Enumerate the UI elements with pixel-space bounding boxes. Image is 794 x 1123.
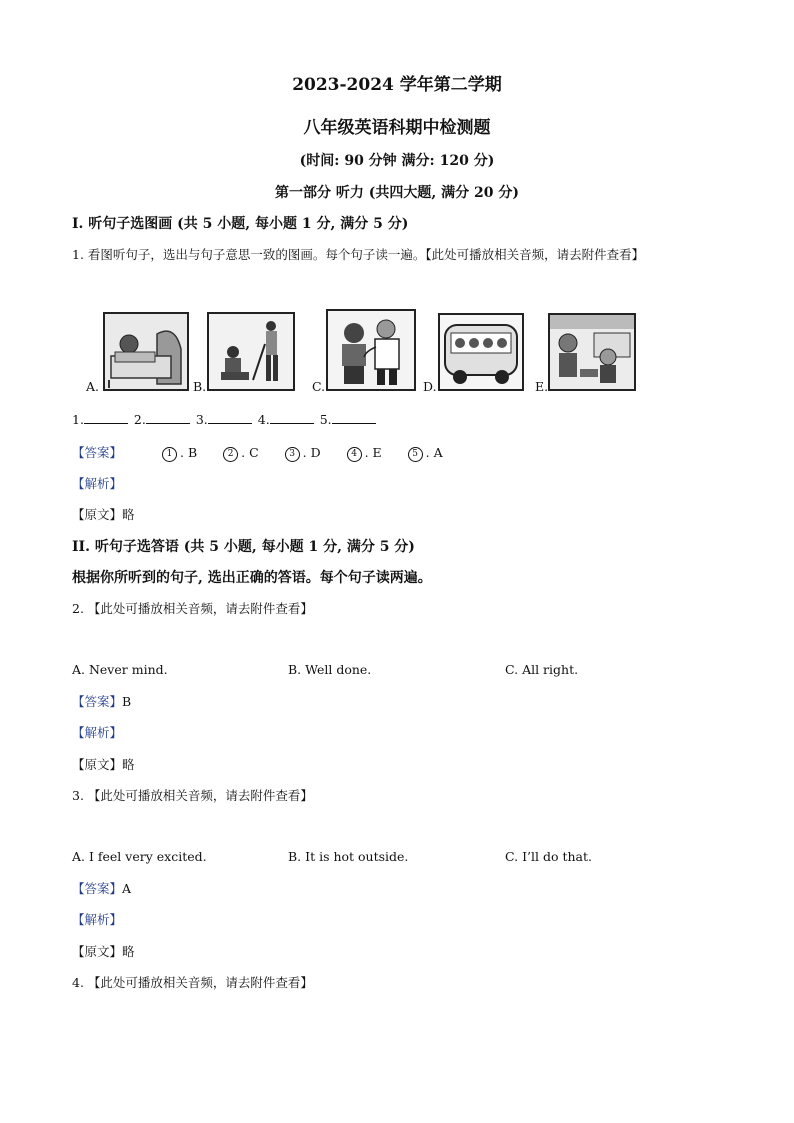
- answer-item-5: 5 . A: [408, 445, 443, 462]
- blank-4[interactable]: [270, 413, 314, 424]
- q3-original-val: 略: [122, 944, 135, 959]
- q2-option-a: A. Never mind.: [72, 662, 168, 677]
- q3-original-line: [72, 942, 135, 960]
- picture-d-label: D.: [423, 379, 437, 394]
- blank-3[interactable]: [208, 413, 252, 424]
- q2-analysis-tag: 【解析】: [72, 725, 123, 740]
- part-title: 第一部分 听力 (共四大题, 满分 20 分): [275, 185, 519, 201]
- blank-label-3: 3.: [195, 412, 208, 427]
- q1-analysis-tag: 【解析】: [72, 476, 123, 491]
- blank-5[interactable]: [332, 413, 376, 424]
- answer-item-1: 1 . B: [162, 445, 197, 462]
- picture-c-label: C.: [312, 379, 326, 394]
- doctor-icon: [326, 309, 416, 391]
- blank-label-1: 1.: [72, 412, 84, 427]
- q2-original-val: 略: [122, 757, 135, 772]
- q1-text: 1. 看图听句子，选出与句子意思一致的图画。每个句子读一遍。【此处可播放相关音频，请去附件查看】: [72, 247, 645, 262]
- q2-answer: B: [122, 694, 132, 709]
- exam-title: 八年级英语科期中检测题: [303, 118, 491, 138]
- shop-icon: [548, 313, 636, 391]
- year-term-title: 2023-2024 学年第二学期: [292, 75, 502, 95]
- blank-label-4: 4.: [257, 412, 270, 427]
- picture-e-label: E.: [535, 379, 549, 394]
- answer-item-3: 3 . D: [285, 445, 321, 462]
- bus-icon: [438, 313, 524, 391]
- q2-original-line: [72, 755, 135, 773]
- q3-original-tag: 【原文】: [72, 944, 123, 959]
- section2-title: II. 听句子选答语 (共 5 小题, 每小题 1 分, 满分 5 分): [72, 539, 415, 555]
- blank-label-5: 5.: [319, 412, 332, 427]
- picture-a-label: A.: [86, 379, 100, 394]
- q2-option-c: C. All right.: [505, 662, 579, 677]
- answer-item-4: 4 . E: [347, 445, 382, 462]
- blank-label-2: 2.: [133, 412, 146, 427]
- q3-answer: A: [122, 881, 132, 896]
- circled-number-5: 5: [408, 447, 423, 462]
- original-tag: 【原文】: [72, 507, 123, 522]
- picture-b-label: B.: [193, 379, 207, 394]
- time-score-line: (时间: 90 分钟 满分: 120 分): [299, 153, 495, 169]
- answer-blanks: [72, 412, 378, 427]
- q3-option-b: B. It is hot outside.: [288, 849, 409, 864]
- q1-answer-line: [72, 443, 465, 462]
- blank-1[interactable]: [84, 413, 128, 424]
- q1-original-line: [72, 505, 135, 523]
- q3-answer-line: [72, 879, 131, 897]
- q3-stem: 3. 【此处可播放相关音频，请去附件查看】: [72, 788, 313, 803]
- q3-analysis-tag: 【解析】: [72, 912, 123, 927]
- q2-original-tag: 【原文】: [72, 757, 123, 772]
- circled-number-4: 4: [347, 447, 362, 462]
- q2-answer-line: [72, 692, 131, 710]
- answer-item-2: 2 . C: [223, 445, 259, 462]
- q2-stem: 2. 【此处可播放相关音频，请去附件查看】: [72, 601, 313, 616]
- q4-stem: 4. 【此处可播放相关音频，请去附件查看】: [72, 975, 313, 990]
- blank-2[interactable]: [146, 413, 190, 424]
- answer-tag: 【答案】: [72, 445, 123, 460]
- original-val: 略: [122, 507, 135, 522]
- section1-title: Ⅰ. 听句子选图画 (共 5 小题, 每小题 1 分, 满分 5 分): [72, 216, 409, 232]
- cleaning-icon: [207, 312, 295, 391]
- circled-number-3: 3: [285, 447, 300, 462]
- q2-option-b: B. Well done.: [288, 662, 372, 677]
- section2-instruction: 根据你所听到的句子, 选出正确的答语。每个句子读两遍。: [72, 570, 432, 586]
- circled-number-1: 1: [162, 447, 177, 462]
- sick-in-bed-icon: [103, 312, 189, 391]
- q3-option-c: C. I’ll do that.: [505, 849, 592, 864]
- q3-option-a: A. I feel very excited.: [72, 849, 207, 864]
- q3-answer-tag: 【答案】: [72, 881, 123, 896]
- circled-number-2: 2: [223, 447, 238, 462]
- q2-answer-tag: 【答案】: [72, 694, 123, 709]
